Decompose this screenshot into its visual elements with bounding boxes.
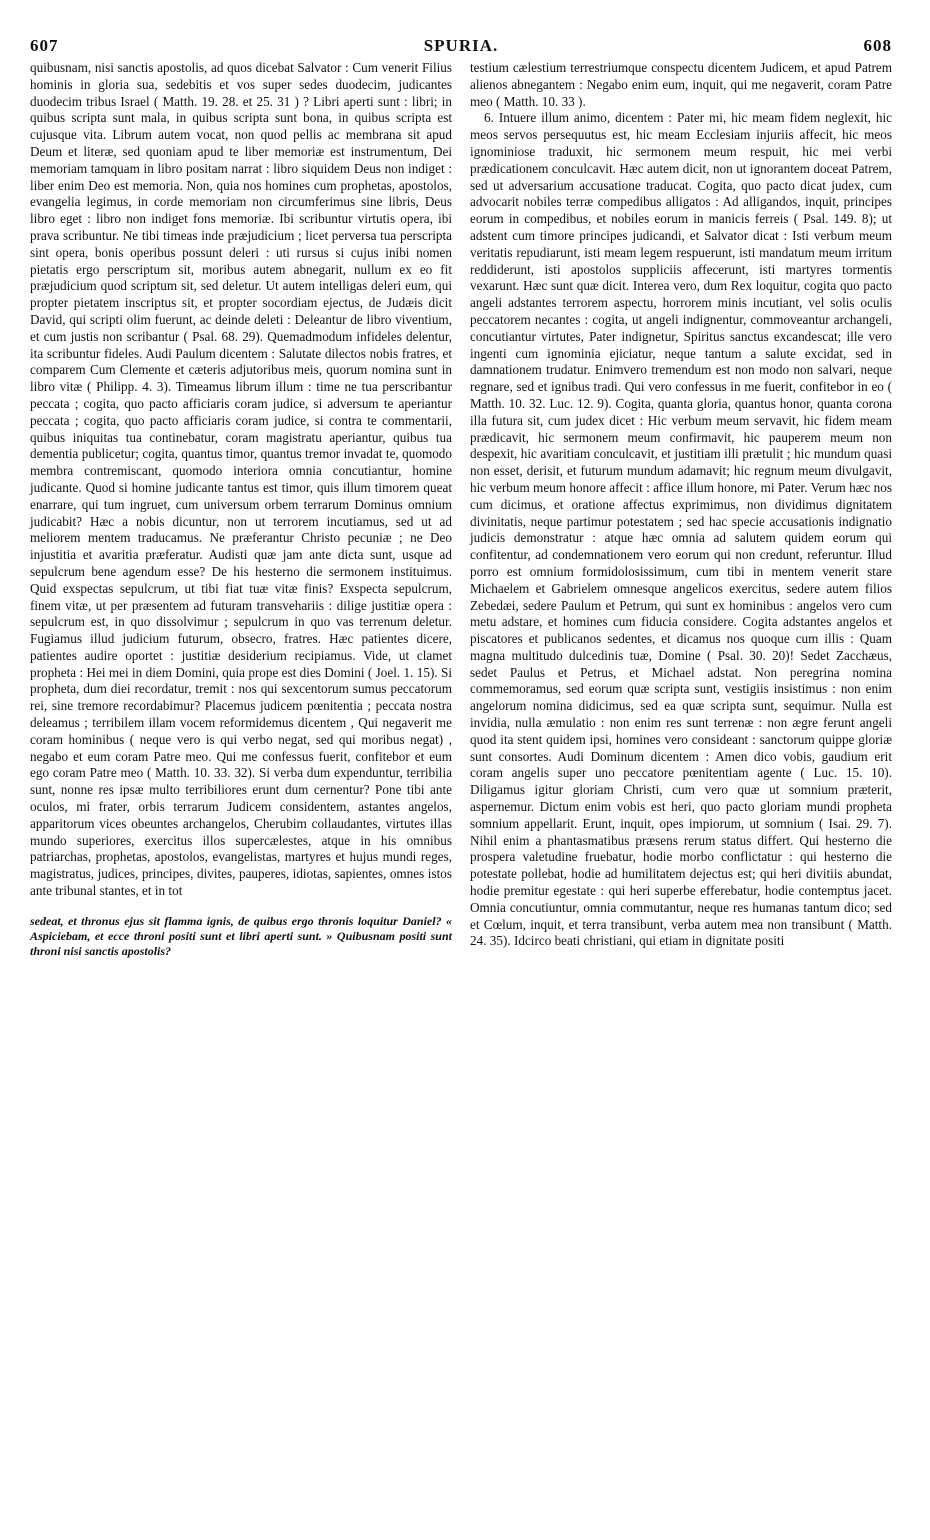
footnote: sedeat, et thronus ejus sit flamma ignis, de quibus ergo thronis loquitur Daniel? « Aspiciebam, et ecce throni positi sunt et libri aperti sunt. » Quibusnam positi sunt throni nisi sanctis apostolis? bbox=[30, 913, 452, 958]
running-title: SPURIA. bbox=[423, 36, 499, 55]
running-header bbox=[30, 30, 892, 60]
page-number-left: 607 bbox=[30, 36, 59, 55]
right-column-paragraph: 6. Intuere illum animo, dicentem : Pater mi, hic meam fidem neglexit, hic meos servos persequutus est, hic meam Ecclesiam injuriis affecit, hic meos ignominiose traduxit, hic sermonem meum respuit, hic mei verbi prædicationem conculcavit. Hæc autem dicit, non ut ignorantem doceat Patrem, sed ut adversarium accusatione traducat. Cogita, quo pacto dicat judex, cum advocarit nobiles terræ compedibus alligatos : Ad alligandos, inquit, principes eorum in compedibus, et nobiles eorum in manicis ferreis ( Psal. 149. 8); ut adstent cum timore principes judicandi, et Salvator dicat : Isti verbum meum veritatis repudiarunt, isti meam legem respuerunt, isti mandatum meum irritum reddiderunt, isti apostolos suppliciis affecerunt, isti martyres tormentis vexarunt. Hæc sunt quæ dicit. Interea vero, dum Rex loquitur, cogita quo pacto angeli adstantes terrorem aspectu, horrorem minis incutiant, vel solis oculis peccatorem necantes : cogita, ut angeli indignentur, commoveantur archangeli, concutiantur virtutes, Pater indignetur, Spiritus sanctus excandescat; ille vero ingenti cum ignominia ejiciatur, neque tantum a salute excidat, sed in damnationem trudatur. Enimvero tremendum est non modo non salvari, neque regnare, sed et ignibus tradi. Qui vero confessus in me fuerit, confitebor in eo ( Matth. 10. 32. Luc. 12. 9). Cogita, quanta gloria, quantus honor, quanta corona illa futura sit, cum judex dicet : Hic verbum meum servavit, hic fidem meam prædicavit, hic sermonem meum confirmavit, hic pauperem meum non despexit, hic avaritiam conculcavit, et justitiam illi prætulit ; hic mundum quasi non esset, derisit, et futurum mundum adamavit; hic regnum meum divulgavit, hic verbum meum honore affecit : affice illum honore, mi Pater. Verum hæc nos cum dicimus, et oratione affectus exprimimus, non dividimus dignitatem divinitatis, neque partimur potestatem ; sed hac specie accusationis indignatio judicis demonstratur : atque hæc omnia ad salutem quidem eorum qui confitentur, ad condemnationem vero eorum qui non credunt, referuntur. Illud porro est omnium formidolosissimum, cum tibi in mentem venerit stare Michaelem et Gabrielem omnesque angelicos exercitus, sedere autem filios Zebedæi, sedere Paulum et Petrum, qui sunt ex hominibus : angelos vero cum metu adstare, et homines cum fiducia considere. Cogita adstantes angelos et piscatores et publicanos sedentes, et dicamus nos quoque cum illis : Quam magna multitudo dulcedinis tuæ, Domine ( Psal. 30. 20)! Sedet Zacchæus, sedet Paulus et Petrus, et Michael adstat. Non peregrina nomina commemoramus, sed eorum quæ scripta sunt, vestigiis insistimus : non enim angelorum nomina didicimus, sed ea quæ scripta sunt, sequimur. Nulla est invidia, nulla æmulatio : non enim res sunt terrenæ : non ægre ferunt angeli quod ita stent quidem ipsi, homines vero consideant : sanctorum quippe gloriæ sunt consortes. Audi Dominum dicentem : Amen dico vobis, gaudium erit coram angelis super uno peccatore pœnitentiam agente ( Luc. 15. 10). Diligamus igitur gloriam Christi, cum vero quæ ut somnium præterit, aspernemur. Dictum enim vobis est heri, quo pacto gloriam mundi propheta somnium appellarit. Erunt, inquit, opes impiorum, ut somnium ( Isai. 29. 7). Nihil enim a phantasmatibus præsens rerum status differt. Qui hesterno die prospera valetudine fruebatur, hodie morbo conflictatur : qui hesterno die potestate pollebat, hodie ad humilitatem dejectus est; qui heri divitiis abundat, hodie premitur egestate : qui heri superbe efferebatur, hodie contemptus jacet. Omnia concutiuntur, omnia commutantur, neque res humanas tantum dico; sed et Cœlum, inquit, et terra transibunt, verba autem mea non transibunt ( Matth. 24. 35). Idcirco beati christiani, qui etiam in dignitate positi bbox=[470, 110, 892, 949]
page-number-right: 608 bbox=[863, 36, 892, 55]
left-column-paragraph: quibusnam, nisi sanctis apostolis, ad quos dicebat Salvator : Cum venerit Filius hominis in gloria sua, sedebitis et vos super sedes duodecim, judicantes duodecim tribus Israel ( Matth. 19. 28. et 25. 31 ) ? Libri aperti sunt : libri; in quibus scripta sunt mala, in quibus scripta sunt bona, in quibus scripta est cujusque vita. Librum autem vocat, non quod pellis ac membrana sit apud Deum et literæ, sed quoniam apud te liber memoriæ est instrumentum, Dei memoriam tamquam in libro positam narrat : libro siquidem Deus non indiget : liber enim Deo est memoria. Non, quia nos homines cum prophetas, apostolos, evangelia legimus, in corde memoriam non circumferimus sine libris, Deus libro eget : libro non indiget fons memoriæ. Ibi scribuntur virtutis opera, ibi prava scribuntur. Ne tibi timeas inde præjudicium ; licet perversa tua perscripta sint opera, bonis operibus possunt deleri : uti rursus si cujus inibi nomen pietatis ergo perscriptum sit, moribus autem abnegarit, nullum ex eo fit præjudicium quod scriptum sit, sed deletur. Ut autem intelligas deleri eum, qui propter pietatem inscriptus sit, et propter socordiam ejectus, de Judæis dicit David, qui scripti olim fuerunt, ac deinde deleti : Deleantur de libro viventium, et cum justis non scribantur ( Psal. 68. 29). Quemadmodum infideles delentur, ita scribuntur fideles. Audi Paulum dicentem : Salutate dilectos nobis fratres, et comparem Cum Clemente et cæteris adjutoribus meis, quorum nomina sunt in libro vitæ ( Philipp. 4. 3). Timeamus librum illum : time ne tua perscribantur peccata ; cogita, quo pacto afficiaris coram judice, si adversum te aperiantur peccata ; cogita, quo pacto afficiaris coram judice, si contra te commentarii, quibus iniquitas tua continebatur, coram magistratu aperiantur, quibus tua dementia publicetur; cogita, quantus timor, quantus tremor invadat te, quomodo membra contremiscant, quomodo interiora omnia concutiantur, homine judicante. Quod si homine judicante tantus est timor, quis illum timorem queat enarrare, qui tum ingruet, cum universum orbem terrarum Dominus omnium judicabit? Hæc a nobis dicuntur, non ut terrorem incutiamus, sed ut ad meliorem mentem traducamus. Ne præferantur Christo pecuniæ ; ne Deo injustitia et avaritia præferatur. Audisti quæ jam ante dicta sunt, usque ad sepulcrum bene agendum esse? De his hesterno die sermonem instituimus. Quid exspectas sepulcrum, ut tibi fiat tuæ vitæ finis? Exspecta sepulcrum, finem vitæ, ut per præsentem ad futuram transvehariis : dilige justitiæ opera : sepulcrum est, in quo dissolvimur ; sepulcrum in quo vas terrenum deletur. Fugiamus illud judicium futurum, obsecro, fratres. Hæc patientes dicere, patientes audire oportet : justitiæ desiderium recipiamus. Vide, ut clamet propheta : Hei mei in diem Domini, quia prope est dies Domini ( Joel. 1. 15). Si propheta, dum diei recordatur, tremit : nos qui sexcentorum sumus peccatorum rei, sine tremore recordabimur? Placemus judicem pœnitentia ; peccata nostra deleamus ; terribilem illam vocem reformidemus dicentem , Qui negaverit me coram hominibus ( neque vero is qui verbo negat, sed qui moribus negat) , negabo et eum coram Patre meo. Qui me confessus fuerit, confitebor et eum ego coram Patre meo ( Matth. 10. 33. 32). Si verba dum expenduntur, terribilia sunt, nonne res ipsæ multo terribiliores erunt dum cernentur? Pone tibi ante oculos, mi frater, orbis terrarum Judicem considentem, astantes angelos, apparitorum vices obeuntes archangelos, Cherubim collaudantes, virtutes illas mundo superiores, exercitus illos supercælestes, atque in his omnibus patriarchas, prophetas, apostolos, evangelistas, martyres et hujus mundi reges, magistratus, judices, principes, divites, pauperes, idiotas, sapientes, omnes istos ante tribunal stantes, et in tot bbox=[30, 60, 452, 899]
right-column-paragraph: testium cælestium terrestriumque conspectu dicentem Judicem, et apud Patrem alienos abnegantem : Negabo enim eum, inquit, qui me negaverit, coram Patre meo ( Matth. 10. 33 ). bbox=[470, 60, 892, 109]
left-column bbox=[30, 60, 452, 959]
right-column bbox=[470, 60, 892, 959]
text-columns bbox=[30, 60, 892, 959]
